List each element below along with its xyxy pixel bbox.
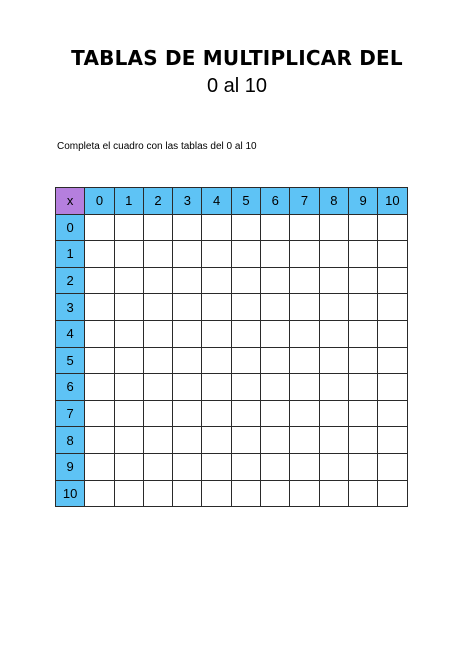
answer-cell-7x3[interactable] [173, 400, 202, 427]
answer-cell-6x5[interactable] [231, 374, 260, 401]
answer-cell-0x2[interactable] [143, 214, 172, 241]
answer-cell-8x9[interactable] [348, 427, 377, 454]
answer-cell-5x1[interactable] [114, 347, 143, 374]
answer-cell-1x3[interactable] [173, 241, 202, 268]
answer-cell-4x10[interactable] [378, 320, 407, 347]
answer-cell-9x1[interactable] [114, 453, 143, 480]
answer-cell-5x7[interactable] [290, 347, 319, 374]
answer-cell-10x4[interactable] [202, 480, 231, 507]
answer-cell-4x8[interactable] [319, 320, 348, 347]
answer-cell-7x6[interactable] [261, 400, 290, 427]
answer-cell-1x4[interactable] [202, 241, 231, 268]
answer-cell-8x10[interactable] [378, 427, 407, 454]
answer-cell-5x10[interactable] [378, 347, 407, 374]
answer-cell-8x8[interactable] [319, 427, 348, 454]
answer-cell-7x0[interactable] [85, 400, 114, 427]
answer-cell-2x6[interactable] [261, 267, 290, 294]
answer-cell-8x4[interactable] [202, 427, 231, 454]
answer-cell-3x5[interactable] [231, 294, 260, 321]
table-row [56, 267, 408, 294]
column-header-3: 3 [173, 188, 202, 215]
answer-cell-0x8[interactable] [319, 214, 348, 241]
header-row [56, 188, 408, 215]
row-header-10: 10 [56, 480, 85, 507]
answer-cell-4x2[interactable] [143, 320, 172, 347]
answer-cell-3x7[interactable] [290, 294, 319, 321]
table-row [56, 427, 408, 454]
column-header-0: 0 [85, 188, 114, 215]
corner-cell: x [56, 188, 85, 215]
answer-cell-10x9[interactable] [348, 480, 377, 507]
answer-cell-2x0[interactable] [85, 267, 114, 294]
answer-cell-7x2[interactable] [143, 400, 172, 427]
table-row [56, 320, 408, 347]
answer-cell-0x4[interactable] [202, 214, 231, 241]
answer-cell-6x2[interactable] [143, 374, 172, 401]
answer-cell-0x9[interactable] [348, 214, 377, 241]
answer-cell-0x7[interactable] [290, 214, 319, 241]
column-header-6: 6 [261, 188, 290, 215]
answer-cell-1x5[interactable] [231, 241, 260, 268]
answer-cell-4x5[interactable] [231, 320, 260, 347]
answer-cell-1x7[interactable] [290, 241, 319, 268]
row-header-9: 9 [56, 453, 85, 480]
table-row [56, 480, 408, 507]
answer-cell-8x1[interactable] [114, 427, 143, 454]
answer-cell-7x4[interactable] [202, 400, 231, 427]
answer-cell-9x9[interactable] [348, 453, 377, 480]
answer-cell-1x9[interactable] [348, 241, 377, 268]
column-header-10: 10 [378, 188, 407, 215]
answer-cell-8x2[interactable] [143, 427, 172, 454]
answer-cell-2x4[interactable] [202, 267, 231, 294]
answer-cell-10x2[interactable] [143, 480, 172, 507]
answer-cell-9x0[interactable] [85, 453, 114, 480]
answer-cell-3x0[interactable] [85, 294, 114, 321]
table-row [56, 347, 408, 374]
column-header-4: 4 [202, 188, 231, 215]
row-header-7: 7 [56, 400, 85, 427]
answer-cell-4x7[interactable] [290, 320, 319, 347]
answer-cell-0x0[interactable] [85, 214, 114, 241]
answer-cell-6x1[interactable] [114, 374, 143, 401]
answer-cell-5x9[interactable] [348, 347, 377, 374]
answer-cell-3x3[interactable] [173, 294, 202, 321]
answer-cell-2x7[interactable] [290, 267, 319, 294]
answer-cell-3x8[interactable] [319, 294, 348, 321]
answer-cell-4x4[interactable] [202, 320, 231, 347]
answer-cell-9x8[interactable] [319, 453, 348, 480]
answer-cell-8x6[interactable] [261, 427, 290, 454]
row-header-6: 6 [56, 374, 85, 401]
answer-cell-7x8[interactable] [319, 400, 348, 427]
answer-cell-7x9[interactable] [348, 400, 377, 427]
answer-cell-3x2[interactable] [143, 294, 172, 321]
column-header-1: 1 [114, 188, 143, 215]
answer-cell-1x1[interactable] [114, 241, 143, 268]
answer-cell-7x1[interactable] [114, 400, 143, 427]
instruction-text: Completa el cuadro con las tablas del 0 al 10 [57, 141, 257, 152]
answer-cell-5x8[interactable] [319, 347, 348, 374]
answer-cell-0x10[interactable] [378, 214, 407, 241]
answer-cell-7x7[interactable] [290, 400, 319, 427]
answer-cell-1x0[interactable] [85, 241, 114, 268]
answer-cell-4x0[interactable] [85, 320, 114, 347]
answer-cell-2x5[interactable] [231, 267, 260, 294]
answer-cell-8x5[interactable] [231, 427, 260, 454]
table-row [56, 374, 408, 401]
row-header-0: 0 [56, 214, 85, 241]
column-header-5: 5 [231, 188, 260, 215]
answer-cell-0x1[interactable] [114, 214, 143, 241]
answer-cell-2x9[interactable] [348, 267, 377, 294]
answer-cell-1x10[interactable] [378, 241, 407, 268]
answer-cell-6x6[interactable] [261, 374, 290, 401]
answer-cell-8x7[interactable] [290, 427, 319, 454]
answer-cell-9x4[interactable] [202, 453, 231, 480]
answer-cell-0x5[interactable] [231, 214, 260, 241]
answer-cell-6x7[interactable] [290, 374, 319, 401]
answer-cell-3x10[interactable] [378, 294, 407, 321]
answer-cell-10x7[interactable] [290, 480, 319, 507]
answer-cell-4x9[interactable] [348, 320, 377, 347]
answer-cell-10x10[interactable] [378, 480, 407, 507]
answer-cell-2x3[interactable] [173, 267, 202, 294]
column-header-2: 2 [143, 188, 172, 215]
row-header-5: 5 [56, 347, 85, 374]
answer-cell-9x6[interactable] [261, 453, 290, 480]
answer-cell-3x1[interactable] [114, 294, 143, 321]
answer-cell-10x3[interactable] [173, 480, 202, 507]
answer-cell-5x2[interactable] [143, 347, 172, 374]
row-header-4: 4 [56, 320, 85, 347]
row-header-3: 3 [56, 294, 85, 321]
column-header-7: 7 [290, 188, 319, 215]
table-row [56, 241, 408, 268]
answer-cell-9x10[interactable] [378, 453, 407, 480]
answer-cell-7x5[interactable] [231, 400, 260, 427]
answer-cell-2x1[interactable] [114, 267, 143, 294]
answer-cell-10x0[interactable] [85, 480, 114, 507]
row-header-2: 2 [56, 267, 85, 294]
worksheet-subtitle: 0 al 10 [206, 75, 268, 97]
worksheet-title: TABLAS DE MULTIPLICAR DEL [71, 46, 403, 70]
answer-cell-5x4[interactable] [202, 347, 231, 374]
answer-cell-10x1[interactable] [114, 480, 143, 507]
answer-cell-1x2[interactable] [143, 241, 172, 268]
answer-cell-0x3[interactable] [173, 214, 202, 241]
multiplication-grid [55, 187, 408, 507]
row-header-1: 1 [56, 241, 85, 268]
column-header-9: 9 [348, 188, 377, 215]
multiplication-grid-body [56, 188, 408, 507]
answer-cell-9x2[interactable] [143, 453, 172, 480]
answer-cell-5x3[interactable] [173, 347, 202, 374]
answer-cell-10x6[interactable] [261, 480, 290, 507]
answer-cell-5x5[interactable] [231, 347, 260, 374]
answer-cell-9x3[interactable] [173, 453, 202, 480]
answer-cell-4x1[interactable] [114, 320, 143, 347]
table-row [56, 214, 408, 241]
answer-cell-10x8[interactable] [319, 480, 348, 507]
answer-cell-6x3[interactable] [173, 374, 202, 401]
answer-cell-8x0[interactable] [85, 427, 114, 454]
table-row [56, 294, 408, 321]
answer-cell-6x8[interactable] [319, 374, 348, 401]
answer-cell-6x0[interactable] [85, 374, 114, 401]
table-row [56, 400, 408, 427]
answer-cell-3x9[interactable] [348, 294, 377, 321]
answer-cell-4x3[interactable] [173, 320, 202, 347]
answer-cell-7x10[interactable] [378, 400, 407, 427]
answer-cell-9x5[interactable] [231, 453, 260, 480]
answer-cell-2x10[interactable] [378, 267, 407, 294]
answer-cell-10x5[interactable] [231, 480, 260, 507]
answer-cell-8x3[interactable] [173, 427, 202, 454]
answer-cell-1x8[interactable] [319, 241, 348, 268]
answer-cell-6x10[interactable] [378, 374, 407, 401]
answer-cell-5x0[interactable] [85, 347, 114, 374]
answer-cell-0x6[interactable] [261, 214, 290, 241]
answer-cell-4x6[interactable] [261, 320, 290, 347]
row-header-8: 8 [56, 427, 85, 454]
column-header-8: 8 [319, 188, 348, 215]
answer-cell-2x8[interactable] [319, 267, 348, 294]
answer-cell-3x6[interactable] [261, 294, 290, 321]
answer-cell-5x6[interactable] [261, 347, 290, 374]
answer-cell-1x6[interactable] [261, 241, 290, 268]
answer-cell-6x4[interactable] [202, 374, 231, 401]
answer-cell-2x2[interactable] [143, 267, 172, 294]
answer-cell-9x7[interactable] [290, 453, 319, 480]
answer-cell-3x4[interactable] [202, 294, 231, 321]
table-row [56, 453, 408, 480]
answer-cell-6x9[interactable] [348, 374, 377, 401]
